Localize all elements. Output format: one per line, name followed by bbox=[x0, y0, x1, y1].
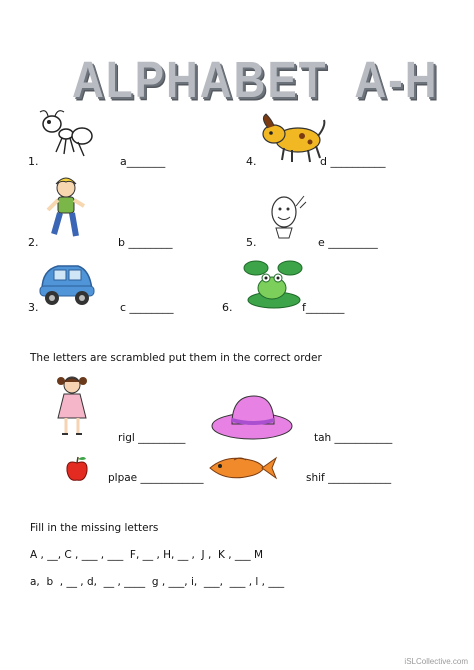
dog-picture bbox=[258, 112, 328, 164]
frog-picture bbox=[240, 256, 306, 312]
egg-picture bbox=[262, 190, 310, 246]
missing-line-lowercase[interactable]: a, b , __ , d, __ , ____ g , ___, i, ___, ___ , l , ___ bbox=[30, 576, 285, 588]
item-5-number: 5. bbox=[246, 236, 257, 249]
item-2-number: 2. bbox=[28, 236, 39, 249]
item-3-number: 3. bbox=[28, 301, 39, 314]
boy-picture bbox=[44, 176, 90, 240]
hat-picture bbox=[210, 388, 296, 442]
car-picture bbox=[36, 258, 98, 308]
scramble-word-2[interactable]: tah ___________ bbox=[314, 432, 393, 444]
item-6-number: 6. bbox=[222, 301, 233, 314]
apple-picture bbox=[64, 455, 90, 483]
item-4-number: 4. bbox=[246, 155, 257, 168]
scramble-heading: The letters are scrambled put them in the correct order bbox=[30, 352, 322, 364]
fish-picture bbox=[206, 452, 278, 484]
footer-credit: iSLCollective.com bbox=[404, 657, 468, 666]
missing-line-uppercase[interactable]: A , __, C , ___ , ___ F, __ , H, __ , J , K , ___ M bbox=[30, 549, 264, 561]
missing-heading: Fill in the missing letters bbox=[30, 522, 159, 534]
item-3-answer[interactable]: c ________ bbox=[120, 301, 174, 314]
scramble-word-3[interactable]: plpae ____________ bbox=[108, 472, 204, 484]
item-4-answer[interactable]: d __________ bbox=[320, 155, 386, 168]
item-5-answer[interactable]: e _________ bbox=[318, 236, 378, 249]
scramble-word-4[interactable]: shif ____________ bbox=[306, 472, 392, 484]
item-2-answer[interactable]: b ________ bbox=[118, 236, 173, 249]
item-6-answer[interactable]: f_______ bbox=[302, 301, 345, 314]
scramble-word-1[interactable]: rigl _________ bbox=[118, 432, 186, 444]
item-1-answer[interactable]: a_______ bbox=[120, 155, 166, 168]
worksheet-title: ALPHABET A-H bbox=[72, 52, 439, 109]
ant-picture bbox=[38, 110, 96, 160]
item-1-number: 1. bbox=[28, 155, 39, 168]
girl-picture bbox=[52, 372, 92, 442]
